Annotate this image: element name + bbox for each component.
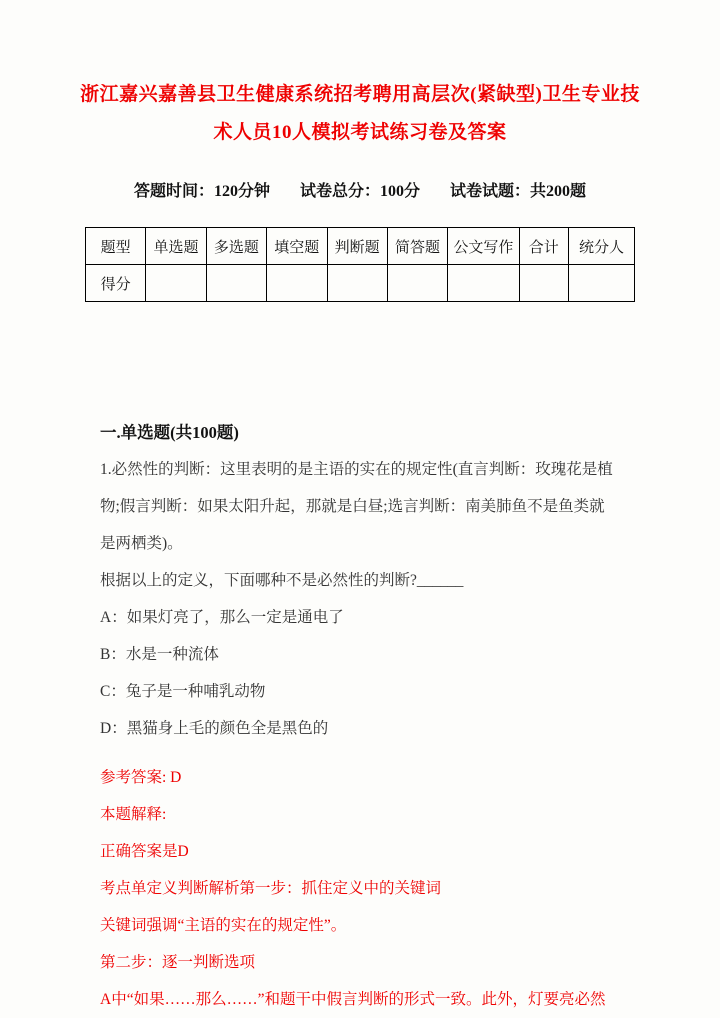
question-section [100,414,620,1018]
explanation-keyword: 关键词强调“主语的实在的规定性”。 [100,917,347,934]
exam-meta [0,178,720,201]
score-table-header-cell: 统分人 [569,228,635,265]
document-title: 浙江嘉兴嘉善县卫生健康系统招考聘用高层次(紧缺型)卫生专业技术人员10人模拟考试练习卷及答案 [80,84,640,143]
score-table-score-row [86,265,635,302]
score-row-label: 得分 [86,265,146,302]
question-option-b: B：水是一种流体 [100,646,219,663]
reference-answer: 参考答案: D [100,769,182,786]
score-table-header-cell: 简答题 [387,228,447,265]
exam-meta-question-count: 试卷试题：共200题 [450,183,587,200]
score-table-header-cell: 公文写作 [448,228,519,265]
score-table-header-cell: 单选题 [146,228,206,265]
exam-meta-time: 答题时间：120分钟 [133,183,270,200]
score-cell [448,265,519,302]
score-cell [327,265,387,302]
score-table-header-cell: 判断题 [327,228,387,265]
score-cell [146,265,206,302]
score-cell [387,265,447,302]
explanation-step-1: 考点单定义判断解析第一步：抓住定义中的关键词 [100,880,442,897]
score-table [85,227,635,302]
answer-explanation [100,759,620,1018]
score-table-header-cell: 合计 [519,228,568,265]
explanation-step-2: 第二步：逐一判断选项 [100,954,256,971]
question-option-c: C：兔子是一种哺乳动物 [100,683,266,700]
question-option-a: A：如果灯亮了，那么一定是通电了 [100,609,344,626]
score-table-header-cell: 多选题 [206,228,266,265]
section-heading: 一.单选题(共100题) [100,423,239,442]
score-cell [206,265,266,302]
question-stem: 1.必然性的判断：这里表明的是主语的实在的规定性(直言判断：玫瑰花是植物;假言判断：如果太阳升起，那就是白昼;选言判断：南美肺鱼不是鱼类就是两栖类)。 [100,461,613,552]
explanation-option-a-analysis: A中“如果……那么……”和题干中假言判断的形式一致。此外，灯要亮必然 [100,991,606,1008]
question-option-d: D：黑猫身上毛的颜色全是黑色的 [100,720,329,737]
score-cell [519,265,568,302]
score-table-header-cell: 题型 [86,228,146,265]
score-table-header-cell: 填空题 [267,228,327,265]
score-cell [267,265,327,302]
score-table-header-row [86,228,635,265]
explanation-label: 本题解释: [100,806,167,823]
score-cell [569,265,635,302]
exam-meta-total-score: 试卷总分：100分 [299,183,420,200]
correct-answer: 正确答案是D [100,843,189,860]
question-prompt: 根据以上的定义，下面哪种不是必然性的判断?______ [100,572,464,589]
